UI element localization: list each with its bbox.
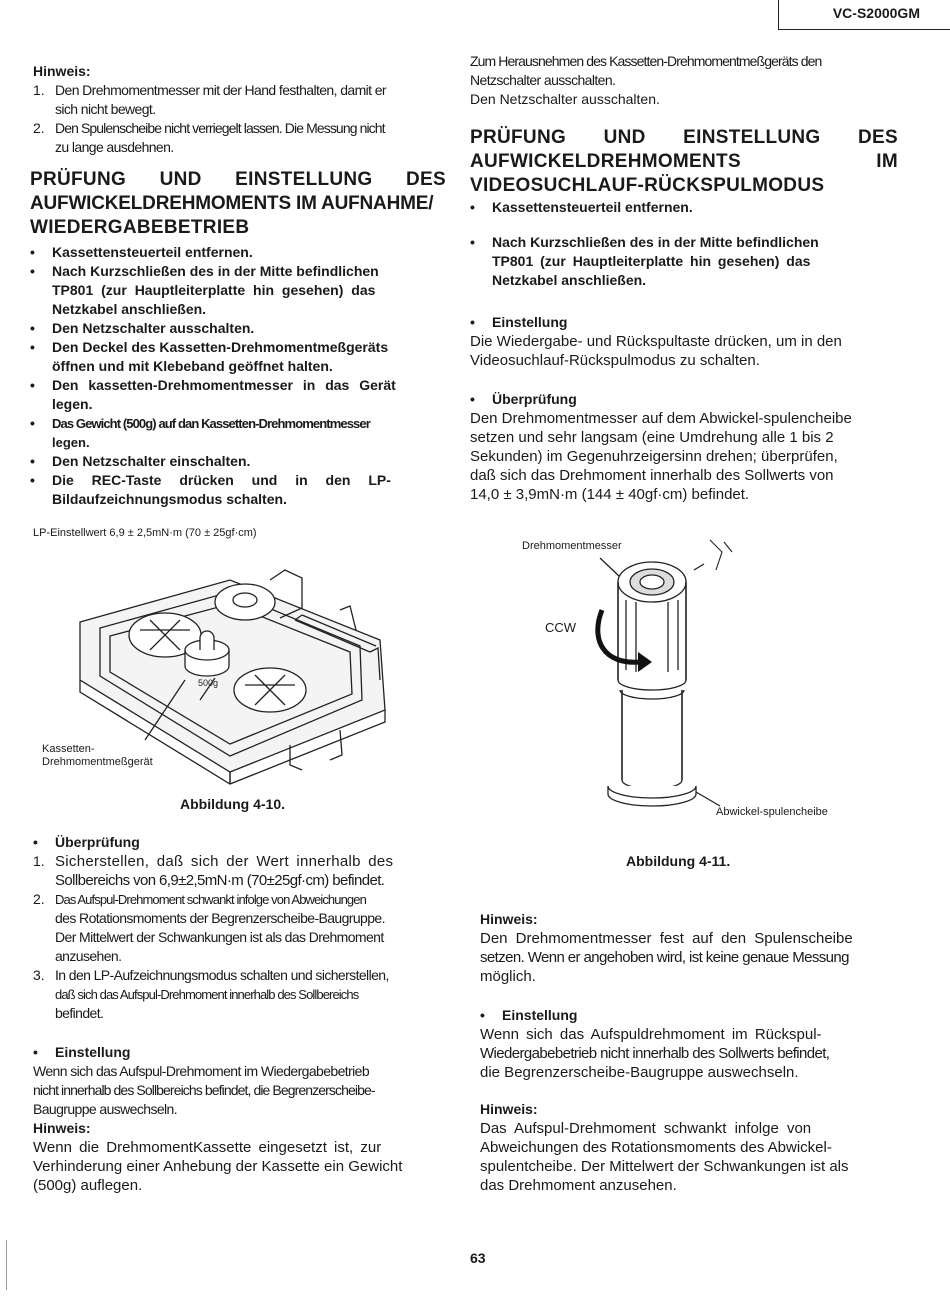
meter-label: Drehmomentmesser — [522, 540, 622, 552]
bullet-item: • Das Gewicht (500g) auf dan Kassetten-Drehmomentmesser legen. — [30, 415, 370, 450]
page-number: 63 — [470, 1250, 486, 1266]
right-section — [470, 126, 898, 290]
einstellung-title: Einstellung — [502, 1007, 578, 1023]
hinweis-title: Hinweis: — [33, 1120, 91, 1136]
bullet-item: • Den Netzschalter einschalten. — [30, 453, 251, 469]
right-intro: Zum Herausnehmen des Kassetten-Drehmomentmeßgeräts den Netzschalter ausschalten. Den Netzschalter ausschalten. — [470, 53, 822, 107]
hinweis-title: Hinweis: — [480, 911, 538, 927]
bullet-item: • Kassettensteuerteil entfernen. — [470, 199, 693, 215]
left-ueberpruefung: • Überprüfung 1. Sicherstellen, daß sich der Wert innerhalb des Sollbereichs von 6,9±2,5mN·m (70±25gf·cm) befindet. 2. Das Aufspul-Drehmoment schwankt infolge von Abweichungen des Rotationsmoments der Begrenzerscheibe-Baugruppe. Der Mittelwert der Schwankungen ist als das Drehmoment anzusehen. 3. In den LP-Aufzeichnungsmodus schalten und sicherstellen, daß sich das Aufspul-Drehmoment innerhalb des Sollbereichs befindet. — [33, 833, 453, 1023]
figure-caption-4-11: Abbildung 4-11. — [626, 853, 731, 869]
lp-spec-label: LP-Einstellwert 6,9 ± 2,5mN·m (70 ± 25gf·cm) — [33, 527, 257, 539]
ueberpruefung-title: Überprüfung — [55, 834, 140, 850]
hinweis-item-1: 1. Den Drehmomentmesser mit der Hand festhalten, damit er sich nicht bewegt. — [33, 82, 386, 117]
ueberpruefung-item-1: 1. Sicherstellen, daß sich der Wert innerhalb des Sollbereichs von 6,9±2,5mN·m (70±25gf·cm) befindet. — [33, 853, 394, 889]
bullet-item: • Den Netzschalter ausschalten. — [30, 320, 255, 336]
einstellung-title: Einstellung — [492, 314, 568, 330]
left-einstellung: • Einstellung Wenn sich das Aufspul-Drehmoment im Wiedergabebetrieb nicht innerhalb des Sollbereichs befindet, die Begrenzerscheibe- Baugruppe auswechseln. Hinweis: Wenn die DrehmomentKassette eingesetzt ist, zur Verhinderung einer Anhebung der Kassette ein Gewicht (500g) auflegen. — [33, 1043, 453, 1195]
section-heading-line-2: AUFWICKELDREHMOMENTS IM AUFNAHME/ — [30, 193, 434, 214]
model-number: VC-S2000GM — [832, 5, 920, 21]
right-einstellung: • Einstellung Die Wiedergabe- und Rückspultaste drücken, um in den Videosuchlauf-Rückspulmodus zu schalten. — [470, 314, 842, 369]
section-heading-line-3: VIDEOSUCHLAUF-RÜCKSPULMODUS — [470, 175, 825, 196]
margin-line — [6, 1240, 7, 1290]
right-einstellung-2: • Einstellung Wenn sich das Aufspuldrehmoment im Rückspul- Wiedergabebetrieb nicht innerhalb des Sollwerts befindet, die Begrenzerscheibe-Baugruppe auswechseln. — [480, 1007, 830, 1081]
right-hinweis-1: Hinweis: Den Drehmomentmesser fest auf den Spulenscheibe setzen. Wenn er angehoben wird, ist keine genaue Messung möglich. — [480, 910, 905, 986]
model-header — [778, 0, 950, 30]
figure-4-11-torque-meter — [560, 530, 760, 830]
device-label: Kassetten- Drehmomentmeßgerät — [42, 743, 153, 768]
bullet-item: • Den Deckel des Kassetten-Drehmomentmeßgeräts öffnen und mit Klebeband geöffnet halten. — [30, 339, 389, 374]
right-ueberpruefung: • Überprüfung Den Drehmomentmesser auf dem Abwickel-spulencheibe setzen und sehr langsam (eine Umdrehung alle 1 bis 2 Sekunden) im Gegenuhrzeigersinn drehen; überprüfen, daß sich das Drehmoment innerhalb des Sollwerts von 14,0 ± 3,9mN·m (144 ± 40gf·cm) befindet. — [470, 391, 852, 503]
left-section — [30, 168, 446, 509]
weight-label: 500g — [198, 678, 219, 688]
bullet-item: • Nach Kurzschließen des in der Mitte befindlichen TP801 (zur Hauptleiterplatte hin gesehen) das Netzkabel anschließen. — [30, 263, 379, 317]
hinweis-title: Hinweis: — [480, 1101, 538, 1117]
figure-caption-4-10: Abbildung 4-10. — [180, 796, 285, 812]
bullet-item: • Die REC-Taste drücken und in den LP- Bildaufzeichnungsmodus schalten. — [30, 472, 391, 507]
section-heading-line-1: PRÜFUNG UND EINSTELLUNG DES — [30, 169, 446, 190]
section-heading-line-2: AUFWICKELDREHMOMENTS IM — [470, 151, 898, 172]
section-heading-line-1: PRÜFUNG UND EINSTELLUNG DES — [470, 127, 898, 148]
hinweis-title: Hinweis: — [33, 63, 91, 79]
reel-label: Abwickel-spulencheibe — [716, 806, 828, 818]
ueberpruefung-item-2: 2. Das Aufspul-Drehmoment schwankt infolge von Abweichungen des Rotationsmoments der Begrenzerscheibe-Baugruppe. Der Mittelwert der Schwankungen ist als das Drehmoment anzusehen. — [33, 891, 385, 964]
bullet-item: • Kassettensteuerteil entfernen. — [30, 244, 253, 260]
ueberpruefung-item-3: 3. In den LP-Aufzeichnungsmodus schalten und sicherstellen, daß sich das Aufspul-Drehmoment innerhalb des Sollbereichs befindet. — [33, 967, 389, 1021]
ueberpruefung-title: Überprüfung — [492, 391, 577, 407]
einstellung-title: Einstellung — [55, 1044, 131, 1060]
ccw-label: CCW — [545, 620, 577, 635]
left-hinweis-1 — [33, 62, 445, 157]
bullet-item: • Nach Kurzschließen des in der Mitte befindlichen TP801 (zur Hauptleiterplatte hin gesehen) das Netzkabel anschließen. — [470, 234, 819, 288]
hinweis-item-2: 2. Den Spulenscheibe nicht verriegelt lassen. Die Messung nicht zu lange ausdehnen. — [33, 120, 385, 155]
section-heading-line-3: WIEDERGABEBETRIEB — [30, 217, 250, 238]
right-hinweis-2: Hinweis: Das Aufspul-Drehmoment schwankt infolge von Abweichungen des Rotationsmoments des Abwickel- spulentcheibe. Der Mittelwert der Schwankungen ist als das Drehmoment anzusehen. — [480, 1100, 905, 1195]
bullet-item: • Den kassetten-Drehmomentmesser in das Gerät legen. — [30, 377, 396, 412]
